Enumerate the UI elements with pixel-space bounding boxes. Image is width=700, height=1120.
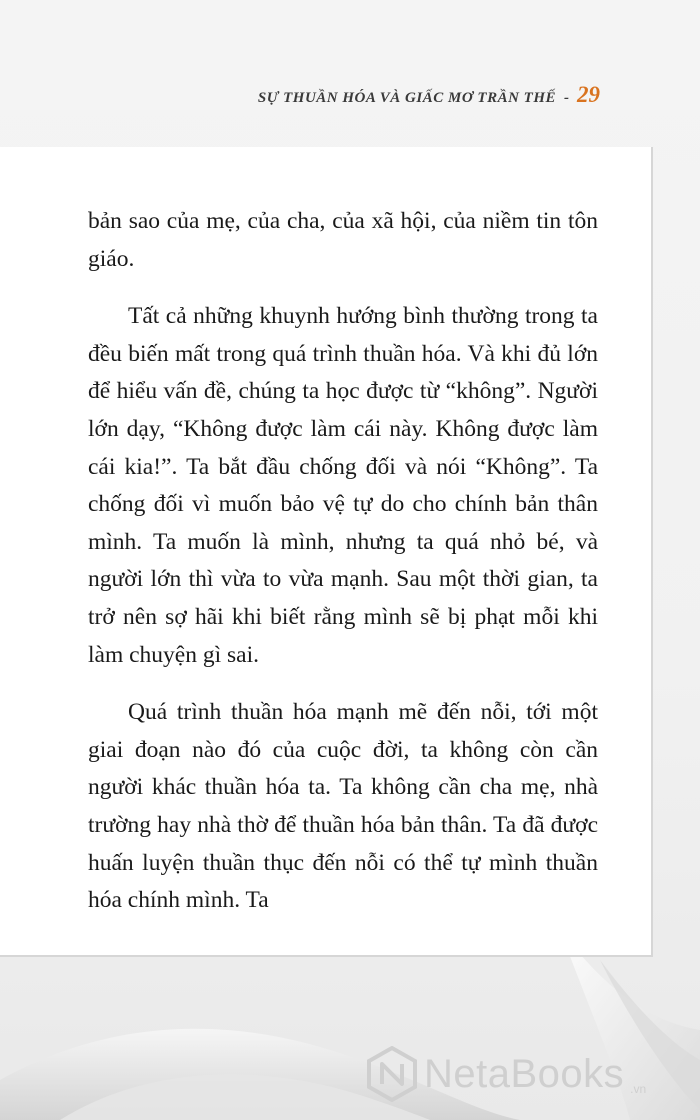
header-separator: - [564,90,569,106]
paragraph: Quá trình thuần hóa mạnh mẽ đến nỗi, tới một giai đoạn nào đó của cuộc đời, ta không còn cần người khác thuần hóa ta. Ta không cần cha mẹ, nhà trường hay nhà thờ để thuần hóa bản thân. Ta đã được huấn luyện thuần thục đến nỗi có thể tự mình thuần hóa chính mình. Ta [88,699,598,914]
watermark-suffix: .vn [630,1082,647,1096]
netabooks-logo-icon [366,1046,418,1102]
watermark [366,1046,646,1102]
page-number: 29 [577,82,600,107]
page-header [258,82,600,108]
body-text [88,203,598,940]
watermark-brand: NetaBooks [424,1051,625,1096]
paragraph-continued: bản sao của mẹ, của cha, của xã hội, của niềm tin tôn giáo. [88,208,598,272]
running-head-title: SỰ THUẦN HÓA VÀ GIẤC MƠ TRẦN THẾ [257,90,556,106]
paragraph: Tất cả những khuynh hướng bình thường trong ta đều biến mất trong quá trình thuần hóa. Và khi đủ lớn để hiểu vấn đề, chúng ta học được từ “không”. Người lớn dạy, “Không được làm cái này. Không được làm cái kia!”. Ta bắt đầu chống đối và nói “Không”. Ta chống đối vì muốn bảo vệ tự do cho chính bản thân mình. Ta muốn là mình, nhưng ta quá nhỏ bé, và người lớn thì vừa to vừa mạnh. Sau một thời gian, ta trở nên sợ hãi khi biết rằng mình sẽ bị phạt mỗi khi làm chuyện gì sai. [88,303,598,668]
